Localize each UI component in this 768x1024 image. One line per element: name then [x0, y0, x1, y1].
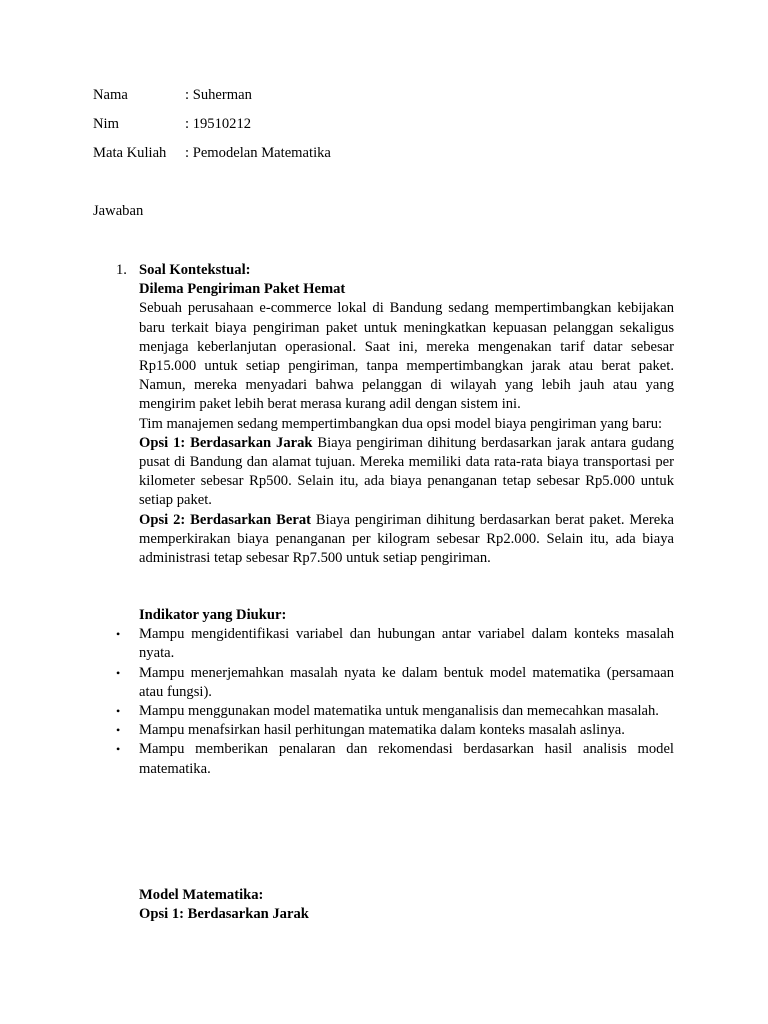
option-2-text: Biaya pengiriman dihitung berdasarkan berat paket. Mereka memperkirakan biaya penanganan per kilogram sebesar Rp2.000. Selain itu, ada biaya administrasi tetap sebesar Rp7.500 untuk setiap pengiriman. [139, 511, 675, 567]
list-item: • Mampu mengidentifikasi variabel dan hubungan antar variabel dalam konteks masalah nyata. [116, 626, 674, 662]
nim-value: : 19510212 [185, 116, 252, 132]
question-subheading: Dilema Pengiriman Paket Hemat [139, 281, 346, 298]
bullet-icon: • [116, 704, 121, 719]
question-section [139, 261, 674, 568]
mata-kuliah-value: : Pemodelan Matematika [185, 145, 331, 161]
indicator-list [116, 625, 674, 779]
mata-kuliah-row [93, 144, 331, 163]
mata-kuliah-label: Mata Kuliah [93, 145, 167, 161]
list-item: • Mampu menerjemahkan masalah nyata ke dalam bentuk model matematika (persamaan atau fungsi). [116, 664, 674, 700]
nim-label: Nim [93, 116, 119, 132]
model-subheading: Opsi 1: Berdasarkan Jarak [139, 906, 309, 923]
nama-value: : Suherman [185, 87, 252, 103]
question-heading: Soal Kontekstual: [139, 262, 251, 278]
question-number: 1. [116, 262, 127, 278]
list-item: • Mampu memberikan penalaran dan rekomendasi berdasarkan hasil analisis model matematika. [116, 741, 674, 777]
option-2-label: Opsi 2: Berdasarkan Berat [139, 511, 312, 528]
indicator-section [116, 606, 674, 779]
nama-row [93, 86, 252, 105]
option-2-paragraph [139, 511, 674, 569]
bullet-icon: • [116, 742, 121, 757]
list-item: • Mampu menggunakan model matematika untuk menganalisis dan memecahkan masalah. [139, 702, 674, 721]
indicator-heading: Indikator yang Diukur: [139, 607, 287, 623]
option-1-label: Opsi 1: Berdasarkan Jarak [139, 434, 313, 451]
nim-row [93, 115, 251, 134]
bullet-icon: • [116, 723, 121, 738]
jawaban-heading: Jawaban [93, 203, 144, 219]
option-1-paragraph [139, 434, 674, 511]
question-paragraph-1: Sebuah perusahaan e-commerce lokal di Bandung sedang mempertimbangkan kebijakan baru terkait biaya pengiriman paket untuk meningkatkan kepuasan pelanggan sekaligus menjaga keberlanjutan operasional. Saat ini, mereka mengenakan tarif datar sebesar Rp15.000 untuk setiap pengiriman, tanpa mempertimbangkan jarak atau berat paket. Namun, mereka menyadari bahwa pelanggan di wilayah yang lebih jauh atau yang mengirim paket lebih berat merasa kurang adil dengan sistem ini. [139, 300, 674, 413]
bullet-icon: • [116, 665, 121, 680]
model-section [139, 886, 674, 924]
question-paragraph-2: Tim manajemen sedang mempertimbangkan dua opsi model biaya pengiriman yang baru: [139, 415, 663, 432]
option-1-text: Biaya pengiriman dihitung berdasarkan jarak antara gudang pusat di Bandung dan alamat tujuan. Mereka memiliki data rata-rata biaya transportasi per kilometer sebesar Rp500. Selain itu, ada biaya penanganan tetap sebesar Rp5.000 untuk setiap paket. [139, 434, 674, 509]
list-item: • Mampu menafsirkan hasil perhitungan matematika dalam konteks masalah aslinya. [139, 721, 674, 740]
model-heading: Model Matematika: [139, 887, 264, 903]
nama-label: Nama [93, 87, 128, 103]
bullet-icon: • [116, 627, 121, 642]
